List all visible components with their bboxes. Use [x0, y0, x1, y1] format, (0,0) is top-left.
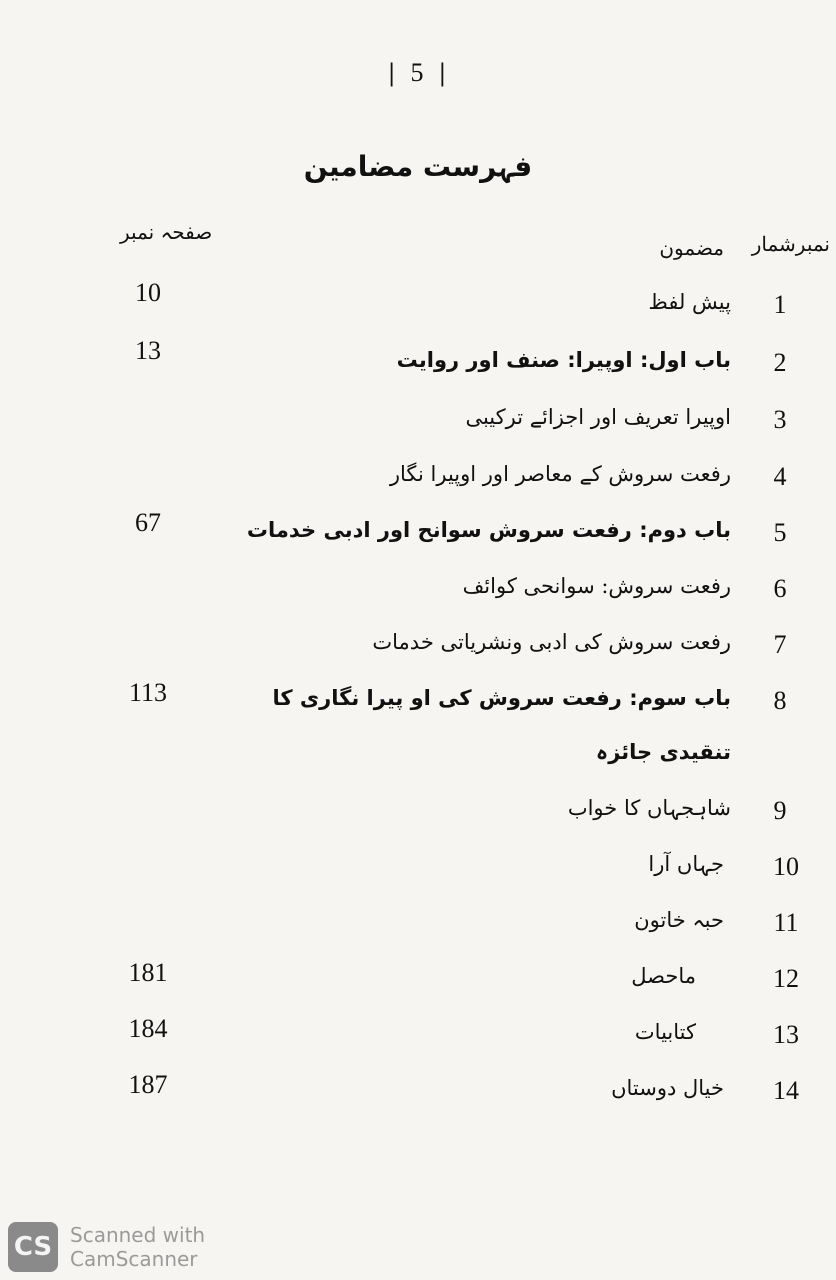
- item-page: 113: [128, 678, 168, 707]
- item-title: پیش لفظ: [648, 290, 731, 314]
- watermark-line-1: Scanned with: [70, 1223, 206, 1247]
- item-number: 3: [773, 405, 787, 434]
- item-title: باب دوم: رفعت سروش سوانح اور ادبی خدمات: [246, 518, 731, 542]
- item-number: 13: [773, 1020, 799, 1049]
- item-number: 11: [773, 908, 799, 937]
- camscanner-logo-icon: CS: [8, 1222, 58, 1272]
- item-title: ماحصل: [631, 964, 696, 988]
- item-title: رفعت سروش کے معاصر اور اوپیرا نگار: [389, 462, 731, 486]
- watermark-line-2: CamScanner: [70, 1247, 198, 1271]
- item-page: 10: [135, 278, 161, 307]
- item-number: 7: [773, 630, 787, 659]
- page-title: فہرست مضامین: [303, 150, 533, 183]
- item-number: 9: [773, 796, 787, 825]
- toc-row: [0, 1014, 836, 1060]
- toc-row: [0, 958, 836, 1004]
- item-number: 5: [773, 518, 787, 547]
- item-title: کتابیات: [634, 1020, 696, 1044]
- toc-row: [0, 508, 836, 558]
- item-number: 14: [773, 1076, 799, 1105]
- item-page: 67: [135, 508, 161, 537]
- item-title: جہاں آرا: [648, 852, 724, 876]
- toc-row: [0, 1070, 836, 1116]
- toc-row: [0, 405, 836, 445]
- item-title: رفعت سروش: سوانحی کوائف: [462, 574, 731, 598]
- item-number: 2: [773, 348, 787, 377]
- header-number: نمبرشمار: [751, 232, 830, 256]
- toc-row: [0, 336, 836, 388]
- header-subject: مضمون: [659, 236, 724, 260]
- item-page: 13: [135, 336, 161, 365]
- toc-row: [0, 574, 836, 614]
- item-title: شاہجہاں کا خواب: [567, 796, 731, 820]
- item-number: 12: [773, 964, 799, 993]
- toc-row: [0, 678, 836, 726]
- item-title: خیال دوستاں: [611, 1076, 724, 1100]
- header-page: صفحہ نمبر: [120, 220, 213, 244]
- toc-row: [0, 852, 836, 892]
- item-title: اوپیرا تعریف اور اجزائے ترکیبی: [465, 405, 731, 429]
- item-number: 6: [773, 574, 787, 603]
- toc-row: [0, 462, 836, 502]
- item-number: 4: [773, 462, 787, 491]
- item-number: 10: [773, 852, 799, 881]
- item-title: حبہ خاتون: [634, 908, 724, 932]
- item-number: 8: [773, 686, 787, 715]
- item-page: 181: [128, 958, 168, 987]
- item-page: 187: [128, 1070, 168, 1099]
- toc-row: [0, 630, 836, 670]
- page-number: | 5 |: [388, 58, 448, 87]
- item-title-continuation: تنقیدی جائزہ: [595, 740, 731, 764]
- item-number: 1: [773, 290, 787, 319]
- item-page: 184: [128, 1014, 168, 1043]
- toc-row: [0, 908, 836, 948]
- item-title: باب اول: اوپیرا: صنف اور روایت: [396, 348, 731, 372]
- toc-row: [0, 278, 836, 330]
- item-title: باب سوم: رفعت سروش کی او پیرا نگاری کا: [272, 686, 731, 710]
- scanner-watermark: [8, 1222, 205, 1272]
- toc-row: [0, 796, 836, 836]
- item-title: رفعت سروش کی ادبی ونشریاتی خدمات: [372, 630, 731, 654]
